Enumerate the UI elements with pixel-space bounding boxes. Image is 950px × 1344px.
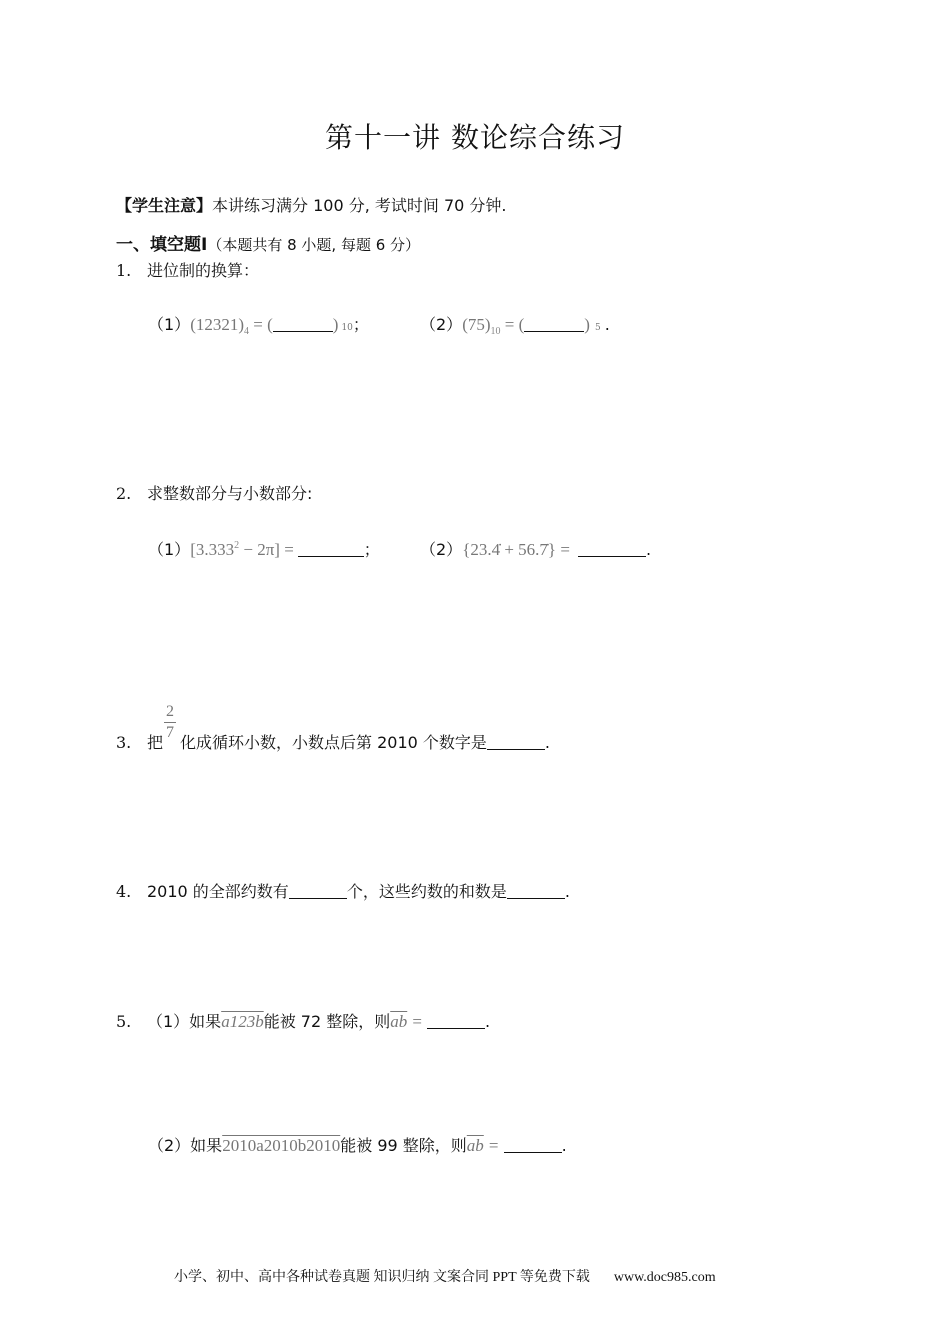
part-label: （2） — [420, 540, 463, 559]
section-header — [116, 230, 420, 255]
separator: ； — [363, 540, 380, 559]
math-expression — [190, 540, 294, 559]
student-notice — [116, 193, 507, 216]
footer-url[interactable]: www.doc985.com — [613, 1270, 716, 1285]
page-title: 第十一讲 数论综合练习 — [325, 121, 625, 154]
target-base: 5 — [594, 323, 601, 333]
ab-overline: $\overline{ab}$ — [466, 1136, 484, 1155]
question-3 — [116, 730, 163, 753]
question-text: 能被 72 整除，则 — [263, 1012, 391, 1031]
question-1 — [116, 258, 259, 281]
exponent: 2 — [234, 540, 240, 551]
question-text: 求整数部分与小数部分: — [147, 484, 313, 503]
answer-blank[interactable] — [298, 542, 364, 557]
close-paren: ) — [584, 315, 590, 334]
question-number: 2. — [116, 484, 132, 503]
answer-blank[interactable] — [273, 317, 333, 332]
answer-blank[interactable] — [578, 542, 646, 557]
equals-sign: = — [488, 1136, 499, 1155]
question-text-b: 个，这些约数的和数是 — [346, 882, 507, 901]
q1-part-2 — [420, 312, 610, 337]
end-period: . — [561, 1136, 567, 1155]
fraction — [164, 704, 176, 741]
open-paren: ( — [518, 315, 525, 334]
base-subscript: 10 — [490, 326, 501, 337]
question-text: 化成循环小数，小数点后第 2010 个数字是 — [180, 733, 487, 752]
q2-part-2 — [420, 537, 651, 560]
part-label: （1） — [148, 315, 191, 334]
section-heading: 一、填空题Ⅰ — [116, 235, 208, 255]
equals-sign: = — [253, 315, 263, 334]
question-text-a: 2010 的全部约数有 — [147, 882, 289, 901]
end-period: . — [645, 540, 652, 559]
expr-floor: [3.333 — [190, 540, 235, 559]
answer-blank[interactable] — [427, 1014, 485, 1029]
part-label: （2）如果 — [148, 1136, 223, 1155]
q1-part-1 — [148, 312, 369, 337]
question-text: 能被 99 整除，则 — [340, 1136, 467, 1155]
question-number: 3. — [116, 733, 132, 752]
base-subscript: 4 — [244, 326, 250, 337]
question-4 — [116, 879, 570, 902]
q5-part-2 — [148, 1133, 567, 1156]
part-label: （1）如果 — [147, 1012, 222, 1031]
answer-blank-1[interactable] — [289, 884, 347, 899]
math-expression — [462, 315, 590, 337]
equals-sign: = — [504, 315, 515, 334]
math-expression: {23.4̇ + 56.7̇} = — [462, 540, 570, 559]
part-label: （1） — [148, 540, 191, 559]
question-prefix: 把 — [147, 733, 164, 752]
end-period: . — [564, 882, 570, 901]
equals-sign: = — [412, 1012, 422, 1031]
question-3-body — [180, 730, 550, 753]
open-paren: ( — [267, 315, 273, 334]
math-expression — [190, 315, 339, 337]
answer-blank[interactable] — [524, 317, 584, 332]
question-number: 1. — [116, 261, 132, 280]
answer-blank-2[interactable] — [507, 884, 565, 899]
number-expr: (75) — [462, 315, 491, 334]
target-base: 10 — [341, 323, 353, 333]
number-expr-overline: a123b — [221, 1012, 264, 1031]
question-5 — [116, 1009, 490, 1032]
section-note: （本题共有 8 小题, 每题 6 分） — [207, 236, 421, 254]
fraction-denominator: 7 — [166, 724, 174, 741]
fraction-numerator: 2 — [164, 704, 176, 723]
number-expr-overline: 2010a2010b2010 — [222, 1136, 341, 1155]
notice-text: 本讲练习满分 100 分, 考试时间 70 分钟. — [212, 196, 507, 215]
end-period: . — [544, 733, 550, 752]
footer — [174, 1266, 716, 1286]
end-period: . — [485, 1012, 491, 1031]
end-period: . — [604, 315, 610, 334]
question-text: 进位制的换算： — [147, 261, 260, 280]
answer-blank[interactable] — [487, 735, 545, 750]
close-paren: ) — [332, 315, 339, 334]
question-2 — [116, 481, 312, 504]
expr-rest: − 2π] = — [239, 540, 294, 559]
notice-label: 【学生注意】 — [116, 196, 213, 215]
answer-blank[interactable] — [504, 1138, 562, 1153]
part-label: （2） — [420, 315, 463, 334]
footer-text: 小学、初中、高中各种试卷真题 知识归纳 文案合同 PPT 等免费下载 — [174, 1270, 590, 1285]
number-expr: (12321) — [190, 315, 245, 334]
ab-overline: $\overline{ab}$ — [390, 1012, 408, 1031]
q2-part-1 — [148, 537, 380, 560]
separator: ； — [352, 315, 369, 334]
question-number: 4. — [116, 882, 132, 901]
question-number: 5. — [116, 1012, 132, 1031]
